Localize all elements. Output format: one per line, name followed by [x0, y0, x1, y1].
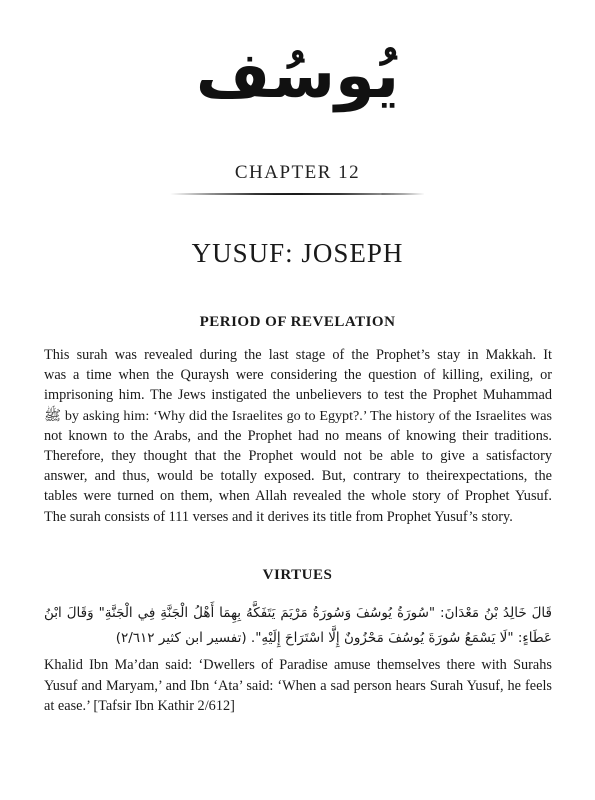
chapter-label: CHAPTER 12 [234, 162, 361, 183]
page-title: YUSUF: JOSEPH [191, 238, 404, 268]
paragraph-line: not known to the Arabs, and the Prophet had no means of knowing their traditions. [44, 427, 552, 444]
revelation-paragraph [44, 345, 552, 527]
paragraph-line: The surah consists of 111 verses and it derives its title from Prophet Yusuf’s story. [44, 508, 513, 525]
paragraph-line: Therefore, they thought that the Prophet would not be able to give a satisfactory [44, 448, 552, 465]
translation-paragraph: Khalid Ibn Ma’dan said: ‘Dwellers of Paradise amuse themselves there with Surahs Yusuf and Maryam,’ and Ibn ‘Ata’ said: ‘When a sad person hears Surah Yusuf, he feels at ease.’ [Tafsir Ibn Kathir 2/612] [44, 657, 552, 714]
paragraph-line: ﷺ by asking him: ‘Why did the Israelites go to Egypt?.’ The history of the Israelites was [44, 407, 552, 424]
paragraph-line: This surah was revealed during the last stage of the Prophet’s stay in Makkah. It [44, 347, 552, 363]
section-heading-virtues: VIRTUES [262, 567, 333, 583]
surah-name-calligraphy: يُوسُف [195, 39, 400, 113]
paragraph-line: answer, and thus, would be totally exposed. But, contrary to theirexpectations, the [44, 468, 552, 485]
arabic-quote: قَالَ خَالِدُ بْنُ مَعْدَانَ: "سُورَةُ يُوسُفَ وَسُورَةُ مَرْيَمَ يَتَفَكَّهُ بِهِمَا أَهْلُ الْجَنَّةِ فِي الْجَنَّةِ" وَقَالَ ابْنُ عَطَاءٍ: "لَا يَسْمَعُ سُورَةَ يُوسُفَ مَحْزُونٌ إِلَّا اسْتَرَاحَ إِلَيْهِ". (تفسير ابن كثير ٢/٦١٢) [44, 605, 552, 646]
paragraph-line: was a time when the Quraysh were considering the question of killing, exiling, or [44, 367, 552, 384]
paragraph-line: imprisoning him. The Jews instigated the unbelievers to test the Prophet Muhammad [44, 387, 552, 404]
paragraph-line: tables were turned on them, when Allah revealed the whole story of Prophet Yusuf. [44, 488, 552, 505]
section-heading-revelation: PERIOD OF REVELATION [199, 314, 396, 330]
divider-rule [170, 192, 425, 196]
